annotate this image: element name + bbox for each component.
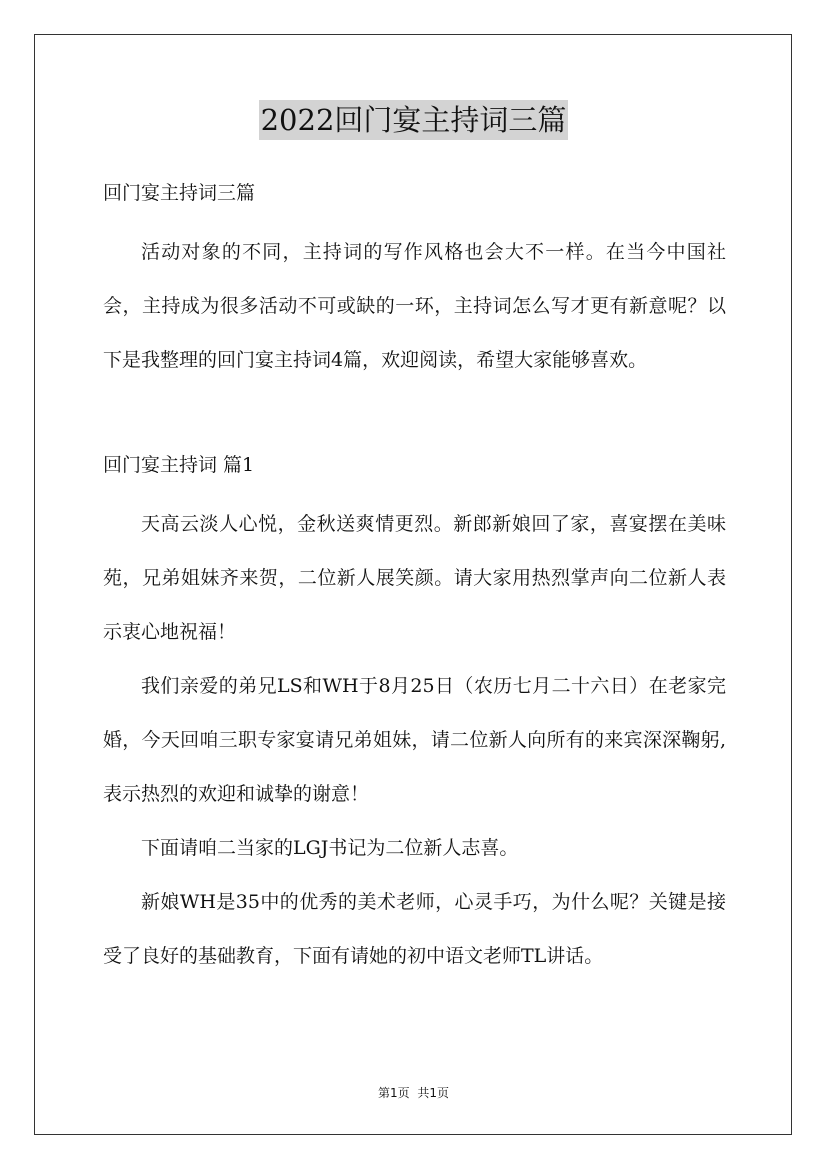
section1-paragraph-2: 我们亲爱的弟兄LS和WH于8月25日（农历七月二十六日）在老家完婚，今天回咱三职专家宴请兄弟姐妹，请二位新人向所有的来宾深深鞠躬,表示热烈的欢迎和诚挚的谢意！	[103, 675, 726, 805]
total-pages: 共1页	[417, 1086, 450, 1100]
intro-paragraph: 活动对象的不同，主持词的写作风格也会大不一样。在当今中国社会，主持成为很多活动不可或缺的一环，主持词怎么写才更有新意呢？以下是我整理的回门宴主持词4篇，欢迎阅读，希望大家能够喜欢。	[103, 241, 726, 371]
document-title: 2022回门宴主持词三篇	[259, 100, 569, 140]
section1-paragraph-3: 下面请咱二当家的LGJ书记为二位新人志喜。	[141, 837, 519, 859]
section-spacer	[103, 387, 726, 444]
intro-heading: 回门宴主持词三篇	[103, 182, 256, 204]
section1-paragraph-1: 天高云淡人心悦，金秋送爽情更烈。新郎新娘回了家，喜宴摆在美味苑，兄弟姐妹齐来贺，二位新人展笑颜。请大家用热烈掌声向二位新人表示衷心地祝福！	[103, 513, 726, 643]
section1-paragraph-4: 新娘WH是35中的优秀的美术老师，心灵手巧，为什么呢？关键是接受了良好的基础教育，下面有请她的初中语文老师TL讲话。	[103, 891, 726, 967]
page-number: 第1页	[377, 1086, 410, 1100]
section1-heading: 回门宴主持词 篇1	[103, 454, 255, 476]
document-body	[103, 172, 726, 983]
page-footer	[0, 1084, 827, 1101]
title-container	[0, 100, 827, 140]
